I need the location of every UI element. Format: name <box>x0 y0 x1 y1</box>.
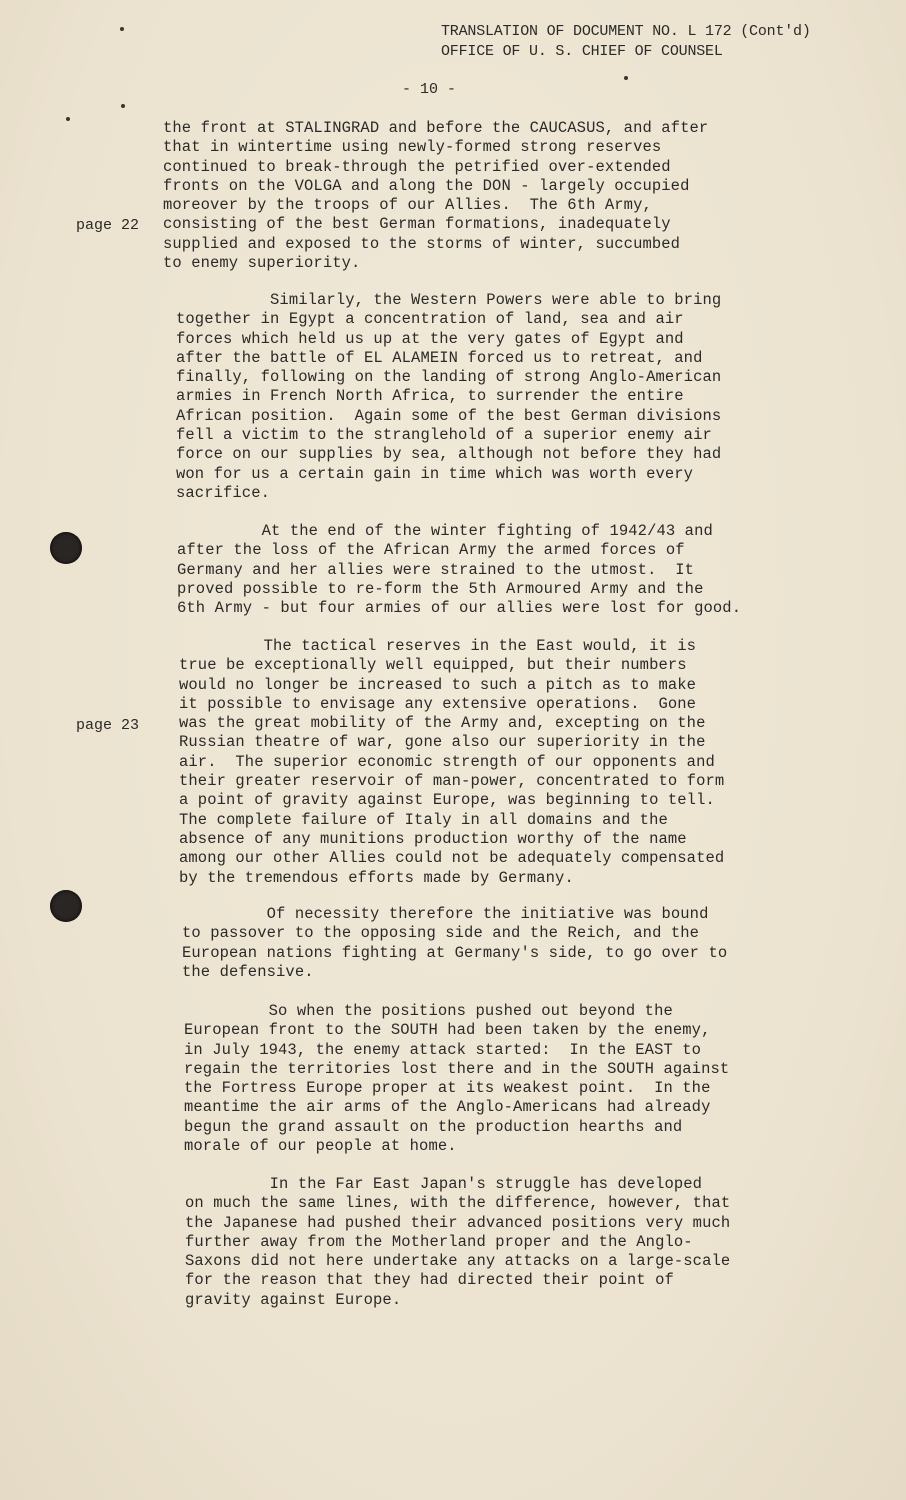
margin-note-page-23: page 23 <box>76 717 140 734</box>
text-line: In the Far East Japan's struggle has developed <box>185 1175 703 1193</box>
text-line: moreover by the troops of our Allies. The 6th Army, <box>163 196 652 215</box>
text-line: Russian theatre of war, gone also our superiority in the <box>179 733 706 752</box>
text-line: European front to the SOUTH had been taken by the enemy, <box>184 1021 711 1040</box>
text-line: absence of any munitions production worthy of the name <box>179 829 687 848</box>
text-line: the front at STALINGRAD and before the CAUCASUS, and after <box>163 119 709 137</box>
text-line: a point of gravity against Europe, was beginning to tell. <box>179 791 715 810</box>
text-line: The tactical reserves in the East would, it is <box>179 637 697 655</box>
text-line: continued to break-through the petrified over-extended <box>163 157 671 176</box>
text-line: At the end of the winter fighting of 1942/43 and <box>177 522 713 540</box>
text-line: on much the same lines, with the difference, however, that <box>185 1194 731 1213</box>
text-line: the Fortress Europe proper at its weakest point. In the <box>184 1079 711 1098</box>
text-line: sacrifice. <box>176 483 271 502</box>
text-line: Of necessity therefore the initiative was bound <box>182 905 709 923</box>
text-line: their greater reservoir of man-power, concentrated to form <box>179 772 725 791</box>
text-line: The complete failure of Italy in all domains and the <box>179 810 668 829</box>
punch-hole <box>50 532 82 564</box>
text-line: European nations fighting at Germany's side, to go over to <box>182 943 728 962</box>
speck <box>121 104 125 108</box>
text-line: true be exceptionally well equipped, but their numbers <box>179 656 687 675</box>
text-line: further away from the Motherland proper and the Anglo- <box>185 1232 693 1251</box>
text-line: after the battle of EL ALAMEIN forced us to retreat, and <box>176 348 703 367</box>
text-line: air. The superior economic strength of our opponents and <box>179 752 715 771</box>
paragraph-6 <box>184 1002 729 1156</box>
text-line: force on our supplies by sea, although not before they had <box>176 445 722 464</box>
text-line: together in Egypt a concentration of land, sea and air <box>176 310 684 329</box>
text-line: won for us a certain gain in time which was worth every <box>176 464 694 483</box>
text-line: gravity against Europe. <box>185 1290 402 1309</box>
text-line: by the tremendous efforts made by Germany. <box>179 868 574 887</box>
text-line: So when the positions pushed out beyond the <box>184 1002 673 1020</box>
margin-note-page-22: page 22 <box>76 217 140 234</box>
text-line: Saxons did not here undertake any attacks on a large-scale <box>185 1252 731 1271</box>
text-line: the defensive. <box>182 962 314 981</box>
text-line: begun the grand assault on the production hearths and <box>184 1117 683 1136</box>
document-header <box>441 22 811 62</box>
text-line: to enemy superiority. <box>163 254 361 273</box>
text-line: supplied and exposed to the storms of winter, succumbed <box>163 234 681 253</box>
paragraph-5 <box>182 905 727 982</box>
text-line: would no longer be increased to such a pitch as to make <box>179 675 697 694</box>
speck <box>66 117 70 121</box>
text-line: after the loss of the African Army the armed forces of <box>177 541 685 560</box>
text-line: meantime the air arms of the Anglo-Americans had already <box>184 1098 711 1117</box>
text-line: fronts on the VOLGA and along the DON - largely occupied <box>163 176 690 195</box>
paragraph-4 <box>179 637 724 888</box>
text-line: regain the territories lost there and in the SOUTH against <box>184 1059 730 1078</box>
header-line-2: OFFICE OF U. S. CHIEF OF COUNSEL <box>441 43 723 60</box>
text-line: Germany and her allies were strained to the utmost. It <box>177 560 695 579</box>
text-line: that in wintertime using newly-formed strong reserves <box>163 138 662 157</box>
text-line: Similarly, the Western Powers were able to bring <box>176 291 722 309</box>
text-line: the Japanese had pushed their advanced positions very much <box>185 1213 731 1232</box>
text-line: African position. Again some of the best German divisions <box>176 406 722 425</box>
paragraph-1 <box>163 119 708 273</box>
text-line: consisting of the best German formations, inadequately <box>163 215 671 234</box>
text-line: it possible to envisage any extensive operations. Gone <box>179 694 697 713</box>
speck <box>624 76 628 80</box>
text-line: to passover to the opposing side and the Reich, and the <box>182 924 700 943</box>
text-line: fell a victim to the stranglehold of a superior enemy air <box>176 426 712 445</box>
text-line: 6th Army - but four armies of our allies were lost for good. <box>177 599 742 618</box>
text-line: finally, following on the landing of strong Anglo-American <box>176 368 722 387</box>
speck <box>120 27 124 31</box>
text-line: among our other Allies could not be adequately compensated <box>179 849 725 868</box>
paragraph-3 <box>177 522 741 618</box>
text-line: for the reason that they had directed their point of <box>185 1271 674 1290</box>
page-number: - 10 - <box>402 81 457 98</box>
text-line: forces which held us up at the very gates of Egypt and <box>176 329 684 348</box>
paragraph-2 <box>176 291 721 503</box>
text-line: proved possible to re-form the 5th Armoured Army and the <box>177 579 704 598</box>
text-line: in July 1943, the enemy attack started: In the EAST to <box>184 1040 702 1059</box>
text-line: morale of our people at home. <box>184 1137 457 1156</box>
punch-hole <box>50 890 82 922</box>
text-line: was the great mobility of the Army and, excepting on the <box>179 714 706 733</box>
paragraph-7 <box>185 1175 730 1310</box>
text-line: armies in French North Africa, to surrender the entire <box>176 387 684 406</box>
header-line-1: TRANSLATION OF DOCUMENT NO. L 172 (Cont'd) <box>441 23 811 40</box>
